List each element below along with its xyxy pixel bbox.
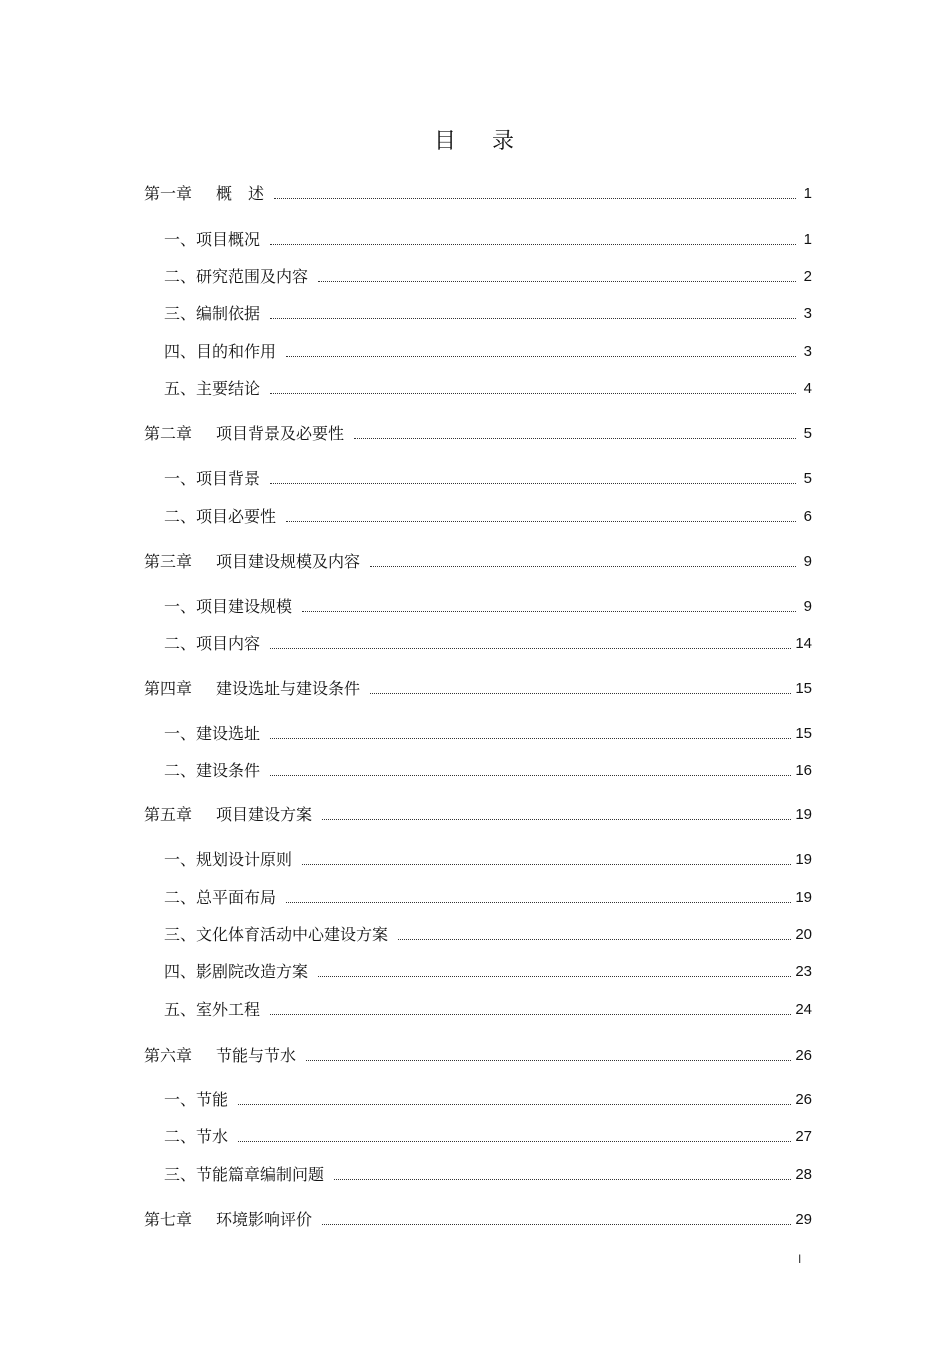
toc-entry-section[interactable]: [164, 1123, 812, 1147]
toc-entry-section[interactable]: [164, 1086, 812, 1110]
page-number: 5: [803, 425, 812, 442]
chapter-title: 概 述: [216, 184, 265, 203]
leader-dots: [370, 565, 796, 567]
leader-dots: [398, 938, 791, 940]
toc-entry-section[interactable]: [164, 593, 812, 617]
chapter-title: 项目背景及必要性: [216, 424, 345, 443]
leader-dots: [270, 737, 791, 739]
section-label: 三、节能篇章编制问题: [164, 1165, 325, 1184]
page-number: 1: [803, 231, 812, 248]
leader-dots: [270, 243, 796, 245]
toc-entry-chapter[interactable]: [144, 801, 812, 825]
section-label: 二、节水: [164, 1127, 229, 1146]
page-number: 5: [803, 470, 812, 487]
section-label: 一、项目概况: [164, 230, 261, 249]
toc-entry-chapter[interactable]: [144, 675, 812, 699]
toc-entry-section[interactable]: [164, 996, 812, 1020]
chapter-number: 第四章: [144, 679, 193, 698]
toc-entry-section[interactable]: [164, 503, 812, 527]
section-label: 一、规划设计原则: [164, 850, 293, 869]
section-label: 三、文化体育活动中心建设方案: [164, 925, 389, 944]
toc-entry-section[interactable]: [164, 263, 812, 287]
chapter-title: 项目建设规模及内容: [216, 552, 361, 571]
leader-dots: [318, 975, 791, 977]
section-label: 三、编制依据: [164, 304, 261, 323]
leader-dots: [286, 901, 791, 903]
leader-dots: [286, 355, 796, 357]
section-label: 二、建设条件: [164, 761, 261, 780]
toc-entry-section[interactable]: [164, 630, 812, 654]
leader-dots: [270, 647, 791, 649]
page-number: 9: [803, 553, 812, 570]
leader-dots: [370, 692, 791, 694]
section-label: 二、研究范围及内容: [164, 267, 309, 286]
toc-entry-section[interactable]: [164, 720, 812, 744]
page-number: 3: [803, 305, 812, 322]
toc-entry-chapter[interactable]: [144, 548, 812, 572]
section-label: 四、影剧院改造方案: [164, 962, 309, 981]
leader-dots: [306, 1059, 791, 1061]
leader-dots: [270, 392, 796, 394]
page-number: 14: [795, 635, 812, 652]
toc-entry-chapter[interactable]: [144, 180, 812, 204]
page-number: 1: [803, 185, 812, 202]
chapter-number: 第二章: [144, 424, 193, 443]
chapter-number: 第一章: [144, 184, 193, 203]
chapter-number: 第五章: [144, 805, 193, 824]
toc-entry-section[interactable]: [164, 846, 812, 870]
toc-title-right: 录: [492, 129, 517, 154]
section-label: 二、项目必要性: [164, 507, 277, 526]
section-label: 二、总平面布局: [164, 888, 277, 907]
leader-dots: [302, 610, 796, 612]
page-number: 19: [795, 806, 812, 823]
leader-dots: [318, 280, 796, 282]
toc-entry-section[interactable]: [164, 757, 812, 781]
toc-entry-section[interactable]: [164, 1161, 812, 1185]
page-number: 20: [795, 926, 812, 943]
leader-dots: [238, 1140, 791, 1142]
toc-entry-section[interactable]: [164, 338, 812, 362]
leader-dots: [270, 482, 796, 484]
section-label: 一、节能: [164, 1090, 229, 1109]
page-number: 29: [795, 1211, 812, 1228]
leader-dots: [354, 437, 796, 439]
leader-dots: [334, 1178, 791, 1180]
page-number: 16: [795, 762, 812, 779]
section-label: 一、项目背景: [164, 469, 261, 488]
leader-dots: [274, 197, 796, 199]
page-number: 26: [795, 1091, 812, 1108]
page-number: 9: [803, 598, 812, 615]
section-label: 一、项目建设规模: [164, 597, 293, 616]
chapter-number: 第七章: [144, 1210, 193, 1229]
toc-entry-section[interactable]: [164, 465, 812, 489]
toc-title-left: 目: [433, 129, 458, 154]
toc-entry-section[interactable]: [164, 958, 812, 982]
page-number: 27: [795, 1128, 812, 1145]
page-number: 19: [795, 889, 812, 906]
leader-dots: [322, 818, 791, 820]
page-number: 26: [795, 1047, 812, 1064]
section-label: 二、项目内容: [164, 634, 261, 653]
toc-entry-section[interactable]: [164, 884, 812, 908]
page-number: 19: [795, 851, 812, 868]
section-label: 一、建设选址: [164, 724, 261, 743]
leader-dots: [286, 520, 796, 522]
page-number: 2: [803, 268, 812, 285]
leader-dots: [270, 774, 791, 776]
toc-entry-section[interactable]: [164, 226, 812, 250]
toc-entry-chapter[interactable]: [144, 420, 812, 444]
leader-dots: [270, 317, 796, 319]
footer-page-number: I: [798, 1252, 802, 1266]
page-number: 3: [803, 343, 812, 360]
page-number: 6: [803, 508, 812, 525]
chapter-number: 第三章: [144, 552, 193, 571]
section-label: 五、主要结论: [164, 379, 261, 398]
page-number: 23: [795, 963, 812, 980]
page-number: 24: [795, 1001, 812, 1018]
chapter-number: 第六章: [144, 1046, 193, 1065]
page-number: 28: [795, 1166, 812, 1183]
chapter-title: 项目建设方案: [216, 805, 313, 824]
leader-dots: [238, 1103, 791, 1105]
leader-dots: [302, 863, 791, 865]
leader-dots: [322, 1223, 791, 1225]
page-number: 15: [795, 725, 812, 742]
chapter-title: 节能与节水: [216, 1046, 297, 1065]
page-number: 15: [795, 680, 812, 697]
toc-entry-chapter[interactable]: [144, 1042, 812, 1066]
toc-entry-chapter[interactable]: [144, 1206, 812, 1230]
section-label: 五、室外工程: [164, 1000, 261, 1019]
section-label: 四、目的和作用: [164, 342, 277, 361]
chapter-title: 建设选址与建设条件: [216, 679, 361, 698]
leader-dots: [270, 1013, 791, 1015]
toc-entry-section[interactable]: [164, 375, 812, 399]
toc-entry-section[interactable]: [164, 300, 812, 324]
toc-entry-section[interactable]: [164, 921, 812, 945]
page-number: 4: [803, 380, 812, 397]
chapter-title: 环境影响评价: [216, 1210, 313, 1229]
